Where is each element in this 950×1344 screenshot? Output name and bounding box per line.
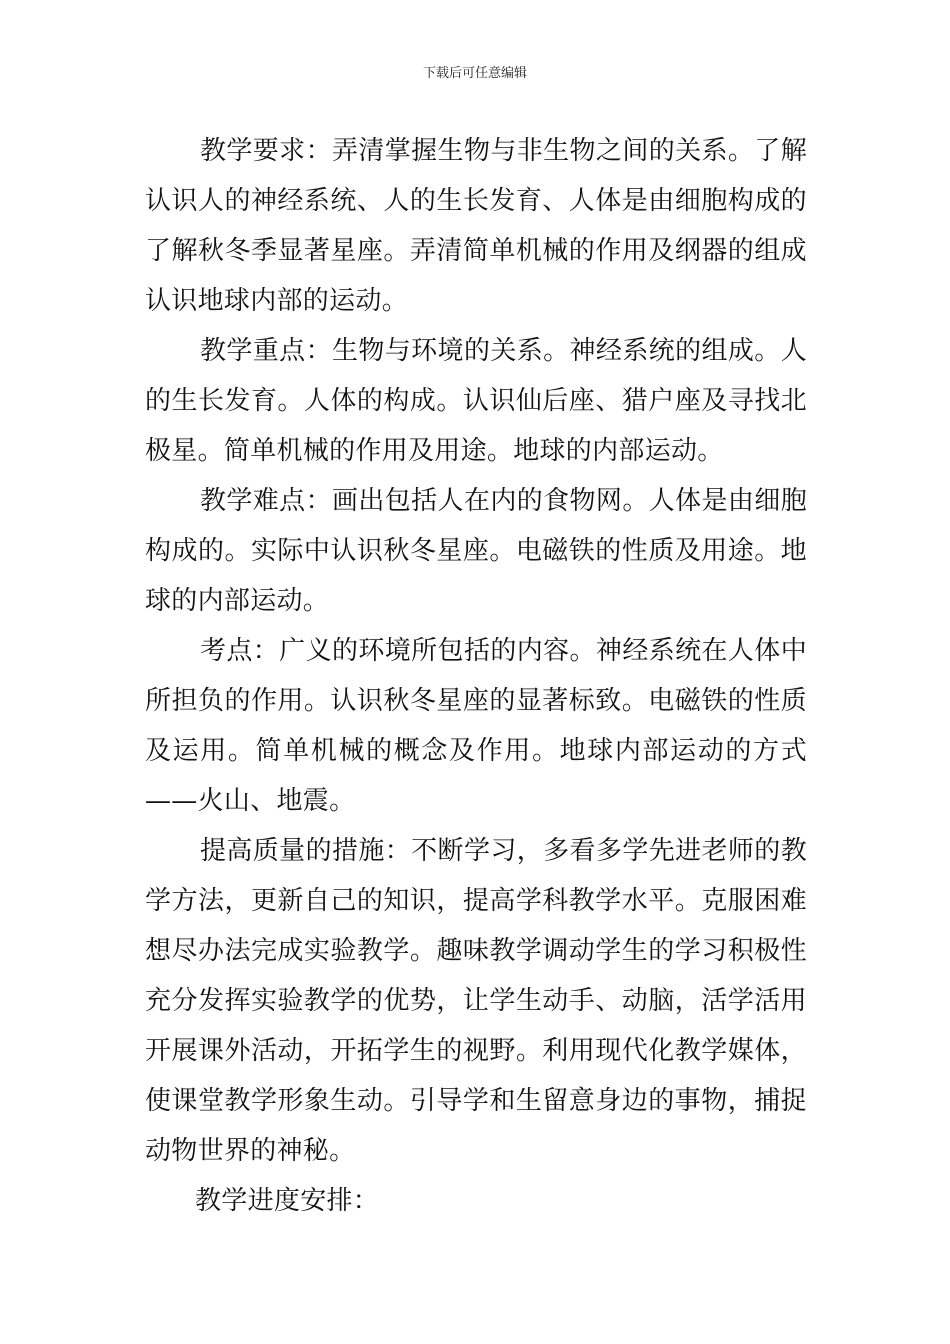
paragraph-teaching-requirements: 教学要求：弄清掌握生物与非生物之间的关系。了解认识人的神经系统、人的生长发育、人体是由细胞构成的了解秋冬季显著星座。弄清简单机械的作用及纲器的组成认识地球内部的运动。 bbox=[145, 136, 807, 316]
paragraph-schedule-heading: 教学进度安排： bbox=[195, 1186, 380, 1216]
document-body bbox=[145, 126, 807, 1226]
paragraph-quality-measures: 提高质量的措施：不断学习，多看多学先进老师的教学方法，更新自己的知识，提高学科教学水平。克服困难想尽办法完成实验教学。趣味教学调动学生的学习积极性充分发挥实验教学的优势，让学生动手、动脑，活学活用开展课外活动，开拓学生的视野。利用现代化教学媒体，使课堂教学形象生动。引导学和生留意身边的事物，捕捉动物世界的神秘。 bbox=[145, 836, 807, 1166]
paragraph-exam-points: 考点：广义的环境所包括的内容。神经系统在人体中所担负的作用。认识秋冬星座的显著标致。电磁铁的性质及运用。简单机械的概念及作用。地球内部运动的方式——火山、地震。 bbox=[145, 636, 807, 816]
page-header: 下载后可任意编辑 bbox=[422, 66, 527, 81]
paragraph-teaching-focus: 教学重点：生物与环境的关系。神经系统的组成。人的生长发育。人体的构成。认识仙后座、猎户座及寻找北极星。简单机械的作用及用途。地球的内部运动。 bbox=[145, 336, 807, 466]
paragraph-teaching-difficulties: 教学难点：画出包括人在内的食物网。人体是由细胞构成的。实际中认识秋冬星座。电磁铁的性质及用途。地球的内部运动。 bbox=[145, 486, 807, 616]
